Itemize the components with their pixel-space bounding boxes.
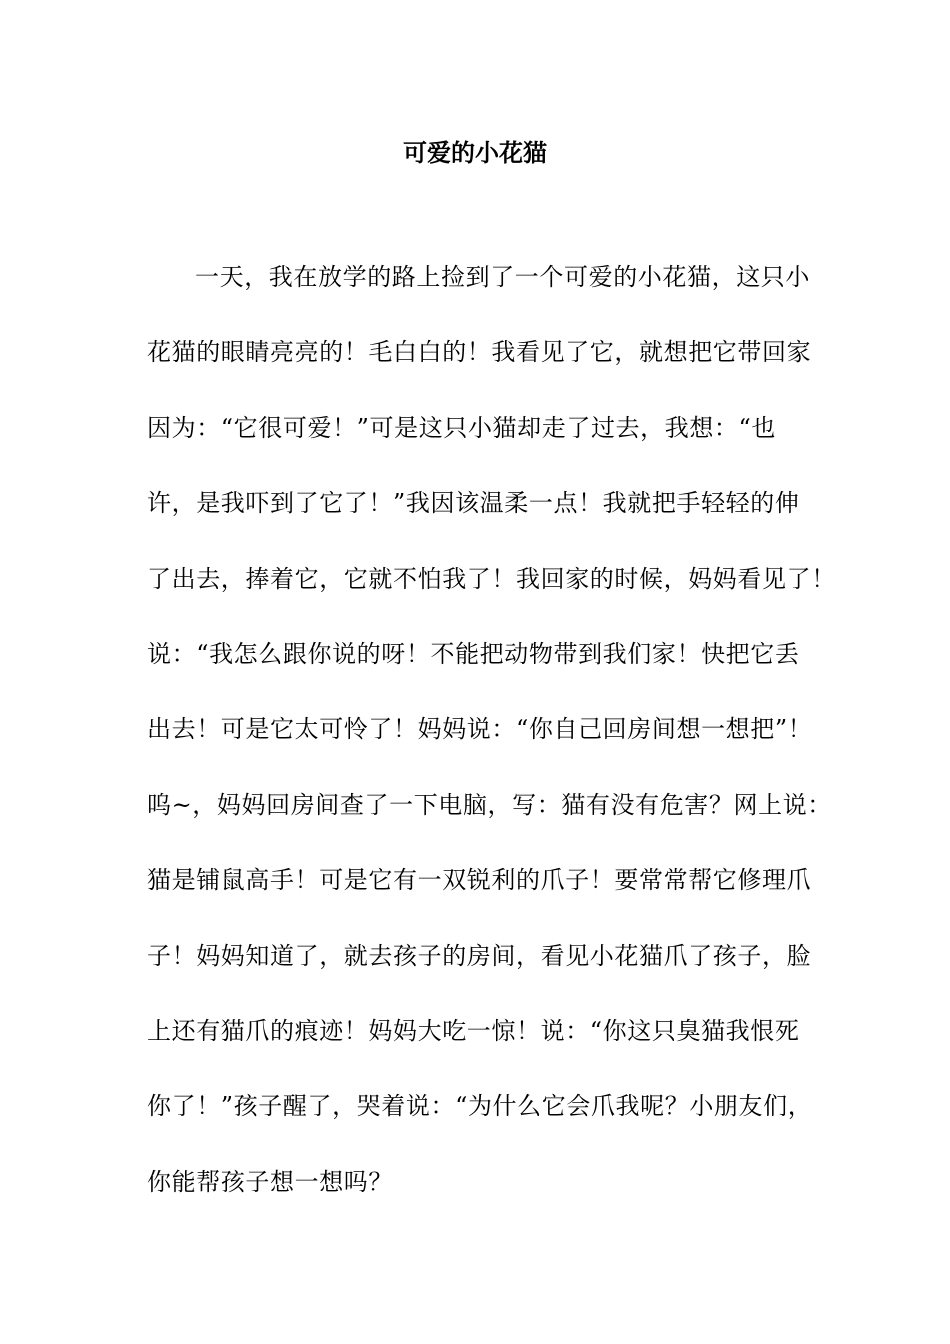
body-line: 花猫的眼睛亮亮的！毛白白的！我看见了它，就想把它带回家 [147, 338, 812, 367]
body-line: 出去！可是它太可怜了！妈妈说：“你自己回房间想一想把”！ [147, 715, 813, 744]
body-line: 呜~，妈妈回房间查了一下电脑，写：猫有没有危害？网上说： [147, 790, 832, 819]
body-line: 猫是铺鼠高手！可是它有一双锐利的爪子！要常常帮它修理爪 [147, 866, 812, 895]
body-line: 你了！”孩子醒了，哭着说：“为什么它会爪我呢？小朋友们， [147, 1092, 813, 1121]
body-line: 许，是我吓到了它了！”我因该温柔一点！我就把手轻轻的伸 [147, 489, 800, 518]
document-title: 可爱的小花猫 [403, 139, 547, 167]
body-line: 因为：“它很可爱！”可是这只小猫却走了过去，我想：“也 [147, 413, 777, 442]
body-line: 说：“我怎么跟你说的呀！不能把动物带到我们家！快把它丢 [147, 639, 800, 668]
body-line: 子！妈妈知道了，就去孩子的房间，看见小花猫爪了孩子，脸 [147, 941, 812, 970]
document-body [147, 258, 837, 1238]
body-line: 了出去，捧着它，它就不怕我了！我回家的时候，妈妈看见了！ [147, 564, 836, 593]
body-line: 你能帮孩子想一想吗？ [147, 1167, 393, 1196]
body-line: 上还有猫爪的痕迹！妈妈大吃一惊！说：“你这只臭猫我恨死 [147, 1016, 800, 1045]
body-line: 一天，我在放学的路上捡到了一个可爱的小花猫，这只小 [195, 263, 810, 291]
